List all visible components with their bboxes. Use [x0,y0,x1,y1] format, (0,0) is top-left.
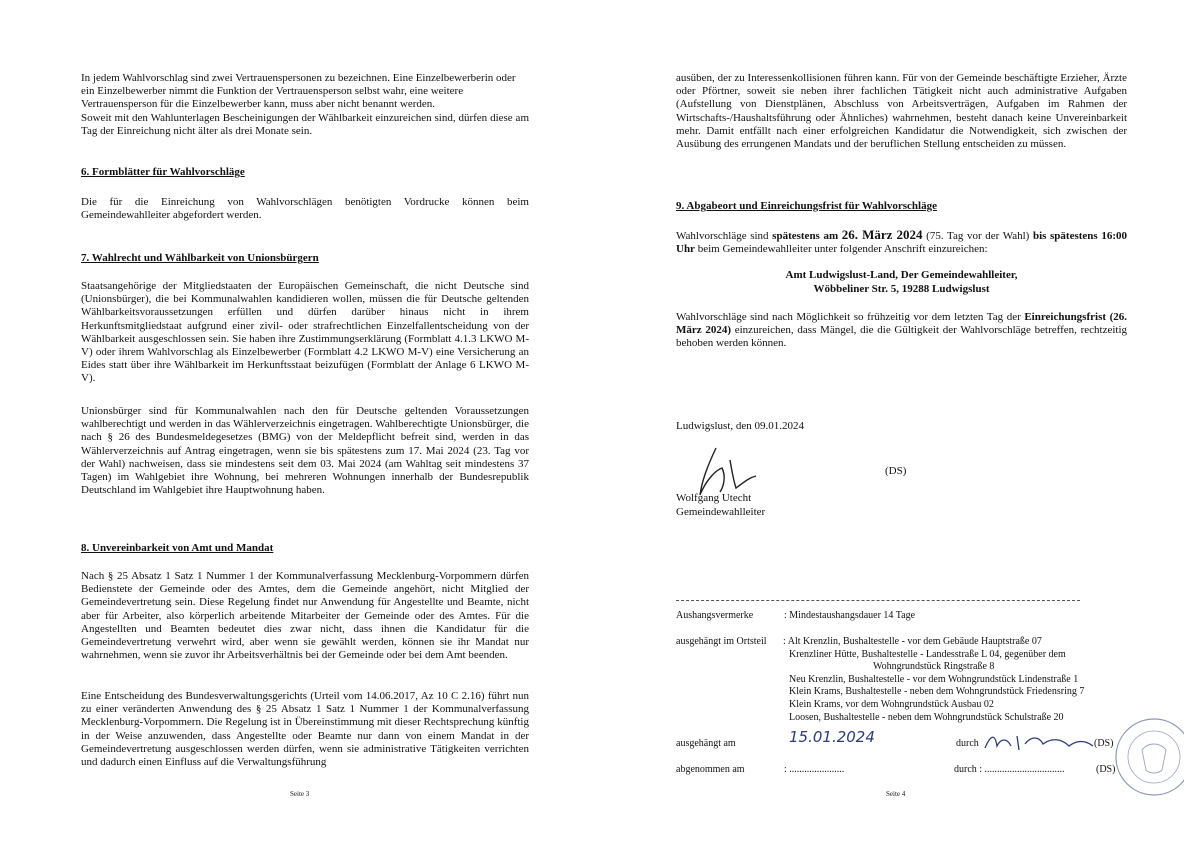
official-seal-icon [1114,712,1184,802]
p1-deadline-date: 26. März 2024 [841,227,923,242]
place-date: Ludwigslust, den 09.01.2024 [676,420,805,432]
label-abgenommen: abgenommen am [676,764,745,775]
address-line-1: Amt Ludwigslust-Land, Der Gemeindewahlleiter, [785,269,1018,281]
submission-address [676,269,1127,296]
value-aushangsvermerke: : Mindestaushangsdauer 14 Tage [784,610,916,621]
intro-text [81,72,529,138]
section-7-heading: 7. Wahlrecht und Wählbarkeit von Unionsbürgern [81,252,319,264]
p1-part-a: Wahlvorschläge sind [676,230,773,242]
p1-part-b: spätestens am [772,230,842,242]
address-line-2: Wöbbeliner Str. 5, 19288 Ludwigslust [813,282,990,295]
label-durch-1: durch [956,738,979,749]
value-abgenommen: : ...................... [784,764,845,775]
location-item: Neu Krenzlin, Bushaltestelle - vor dem Wohngrundstück Lindenstraße 1 [789,673,1079,685]
location-item: : Alt Krenzlin, Bushaltestelle - vor dem Gebäude Hauptstraße 07 [783,636,1042,647]
section-8-heading: 8. Unvereinbarkeit von Amt und Mandat [81,542,274,554]
section-7-paragraph-2: Unionsbürger sind für Kommunalwahlen nach den für Deutsche geltenden Voraussetzungen wahlberechtigt und werden in das Wählerverzeichnis eingetragen. Wahlberechtigte Unionsbürger, die nach § 26 des Bundesmeldegesetzes (BMG) von der Meldepflicht befreit sind, werden in das Wählerverzeichnis auf Antrag eingetragen, wenn sie bis spätestens zum 17. Mai 2024 (23. Tag vor der Wahl) nachweisen, dass sie mindestens seit dem 03. Mai 2024 (am Wahltag seit mindestens 37 Tagen) im Wahlgebiet ihre Wohnung, bei mehreren Wohnungen innerhalb der Bundesrepublik Deutschland im Wahlgebiet ihre Hauptwohnung haben. [81,405,529,497]
location-list [783,636,1084,724]
section-9-paragraph-1 [676,228,1127,256]
ds-mark-2: (DS) [1096,764,1116,775]
signer-name: Wolfgang Utecht [676,492,752,504]
label-ausgehaengt: ausgehängt am [676,738,736,749]
section-9-paragraph-2 [676,311,1127,351]
section-6-text: Die für die Einreichung von Wahlvorschlägen benötigten Vordrucke können beim Gemeindewahlleiter abgefordert werden. [81,196,529,222]
handwritten-initials-icon [981,730,1101,754]
p1-part-f: beim Gemeindewahlleiter unter folgender Anschrift einzureichen: [694,243,988,256]
page-number: Seite 3 [290,790,310,798]
p2-part-c: einzureichen, dass Mängel, die die Gültigkeit der Wahlvorschläge betreffen, rechtzeitig behoben werden können. [676,324,1128,350]
section-7-paragraph-1: Staatsangehörige der Mitgliedstaaten der Europäischen Gemeinschaft, die nicht Deutsche sind (Unionsbürger), die bei Kommunalwahlen kandidieren wollen, müssen die für Deutsche geltenden Wählbarkeitsvoraussetzungen erfüllen und dürfen darüber hinaus nicht in ihrem Herkunftsmitgliedstaat aufgrund einer zivil- oder strafrechtlichen Einzelfallentscheidung von der Wählbarkeit ausgeschlossen sein. Sie haben ihre Zustimmungserklärung (Formblatt 4.1.3 LKWO M-V) oder ihrem Wahlvorschlag als Einzelbewerber (Formblatt 4.2 LKWO M-V) eine Versicherung an Eides statt über ihre Wählbarkeit im Herkunftsstaat beizufügen (Formblatt der Anlage 6 LKWO M-V). [81,280,529,385]
label-aushangsvermerke: Aushangsvermerke [676,610,754,621]
p2-part-a: Wahlvorschläge sind nach Möglichkeit so frühzeitig vor dem letzten Tag der [676,311,1025,323]
section-6-heading: 6. Formblätter für Wahlvorschläge [81,166,245,178]
label-durch-2: durch : ................................ [954,764,1065,775]
location-item: Krenzliner Hütte, Bushaltestelle - Landesstraße L 04, gegenüber dem [789,648,1066,660]
seal-mark: (DS) [885,465,907,477]
p1-part-d: (75. Tag vor der Wahl) [922,230,1033,242]
intro-paragraph-1: In jedem Wahlvorschlag sind zwei Vertrauenspersonen zu bezeichnen. Eine Einzelbewerberin oder ein Einzelbewerber nimmt die Funktion der Vertrauensperson selbst wahr, eine weitere Vertrauensperson für die Einzelbewerber kann, muss aber nicht benannt werden. [81,72,516,111]
signer-role: Gemeindewahlleiter [676,506,766,518]
p1-deadline-time: bis spätestens 16:00 Uhr [676,230,1127,256]
location-item: Klein Krams, vor dem Wohngrundstück Ausbau 02 [789,698,994,710]
section-8-paragraph-2: Eine Entscheidung des Bundesverwaltungsgerichts (Urteil vom 14.06.2017, Az 10 C 2.16) führt nun zu einer veränderten Anwendung des § 25 Absatz 1 Satz 1 Nummer 1 der Kommunalverfassung Mecklenburg-Vorpommern. Die Regelung ist in Übereinstimmung mit dieser Rechtsprechung künftig in der Weise anzuwenden, dass Angestellte oder Beamte nur dann von einem Mandat in der Gemeindevertretung ausgeschlossen werden dürfen, wenn sie administrative Tätigkeiten verrichten und dadurch einen Einfluss auf die Verwaltungsführung [81,690,529,769]
p2-deadline: Einreichungsfrist (26. März 2024) [676,311,1127,337]
page-4 [596,0,1191,842]
value-ausgehaengt: 15.01.2024 [789,728,875,746]
page-number: Seite 4 [886,790,906,798]
section-8-paragraph-1: Nach § 25 Absatz 1 Satz 1 Nummer 1 der Kommunalverfassung Mecklenburg-Vorpommern dürfen Bedienstete der Gemeinde oder des Amtes, dem die Gemeinde angehört, nicht Mitglied der Gemeindevertretung sein. Diese Regelung findet nur Anwendung für Angestellte und Beamte, nicht aber für Arbeiter, also körperlich arbeitende Mitarbeiter der Gemeinde oder des Amtes. Für die Angestellten und Beamten bedeutet dies zwar nicht, dass ihnen die Kandidatur für die Gemeindevertretung verwehrt wird, aber wenn sie gewählt werden, können sie ihr Mandat nur wahrnehmen, wenn sie zuvor ihr Arbeitsverhältnis bei der Gemeinde oder bei dem Amt beenden. [81,570,529,662]
divider [676,600,1080,601]
ds-mark-1: (DS) [1094,738,1114,749]
location-item: Wohngrundstück Ringstraße 8 [873,661,995,673]
page-3 [0,0,595,842]
section-8-continuation: ausüben, der zu Interessenkollisionen führen kann. Für von der Gemeinde beschäftigte Erzieher, Ärzte oder Pförtner, soweit sie neben ihrer fachlichen Tätigkeit nicht auch administrative Aufgaben (Aufstellung von Dienstplänen, Abschluss von Arbeitsverträgen, Aufgaben im Rahmen der Wirtschafts-/Haushaltsführung oder Ähnliches) wahrnehmen, besteht danach keine Unvereinbarkeit mehr. Damit entfällt nach einer erfolgreichen Kandidatur die Notwendigkeit, sich zwischen der Ausübung des errungenen Mandats und der beruflichen Stellung entscheiden zu müssen. [676,72,1127,151]
label-ortsteil: ausgehängt im Ortsteil [676,636,767,647]
intro-paragraph-2: Soweit mit den Wahlunterlagen Bescheinigungen der Wählbarkeit einzureichen sind, dürfen diese am Tag der Einreichung nicht älter als drei Monate sein. [81,111,529,137]
section-9-heading: 9. Abgabeort und Einreichungsfrist für Wahlvorschläge [676,200,937,212]
location-item: Loosen, Bushaltestelle - neben dem Wohngrundstück Schulstraße 20 [789,711,1064,723]
location-item: Klein Krams, Bushaltestelle - neben dem Wohngrundstück Friedensring 7 [789,686,1085,698]
handwritten-signature-icon [686,440,796,500]
